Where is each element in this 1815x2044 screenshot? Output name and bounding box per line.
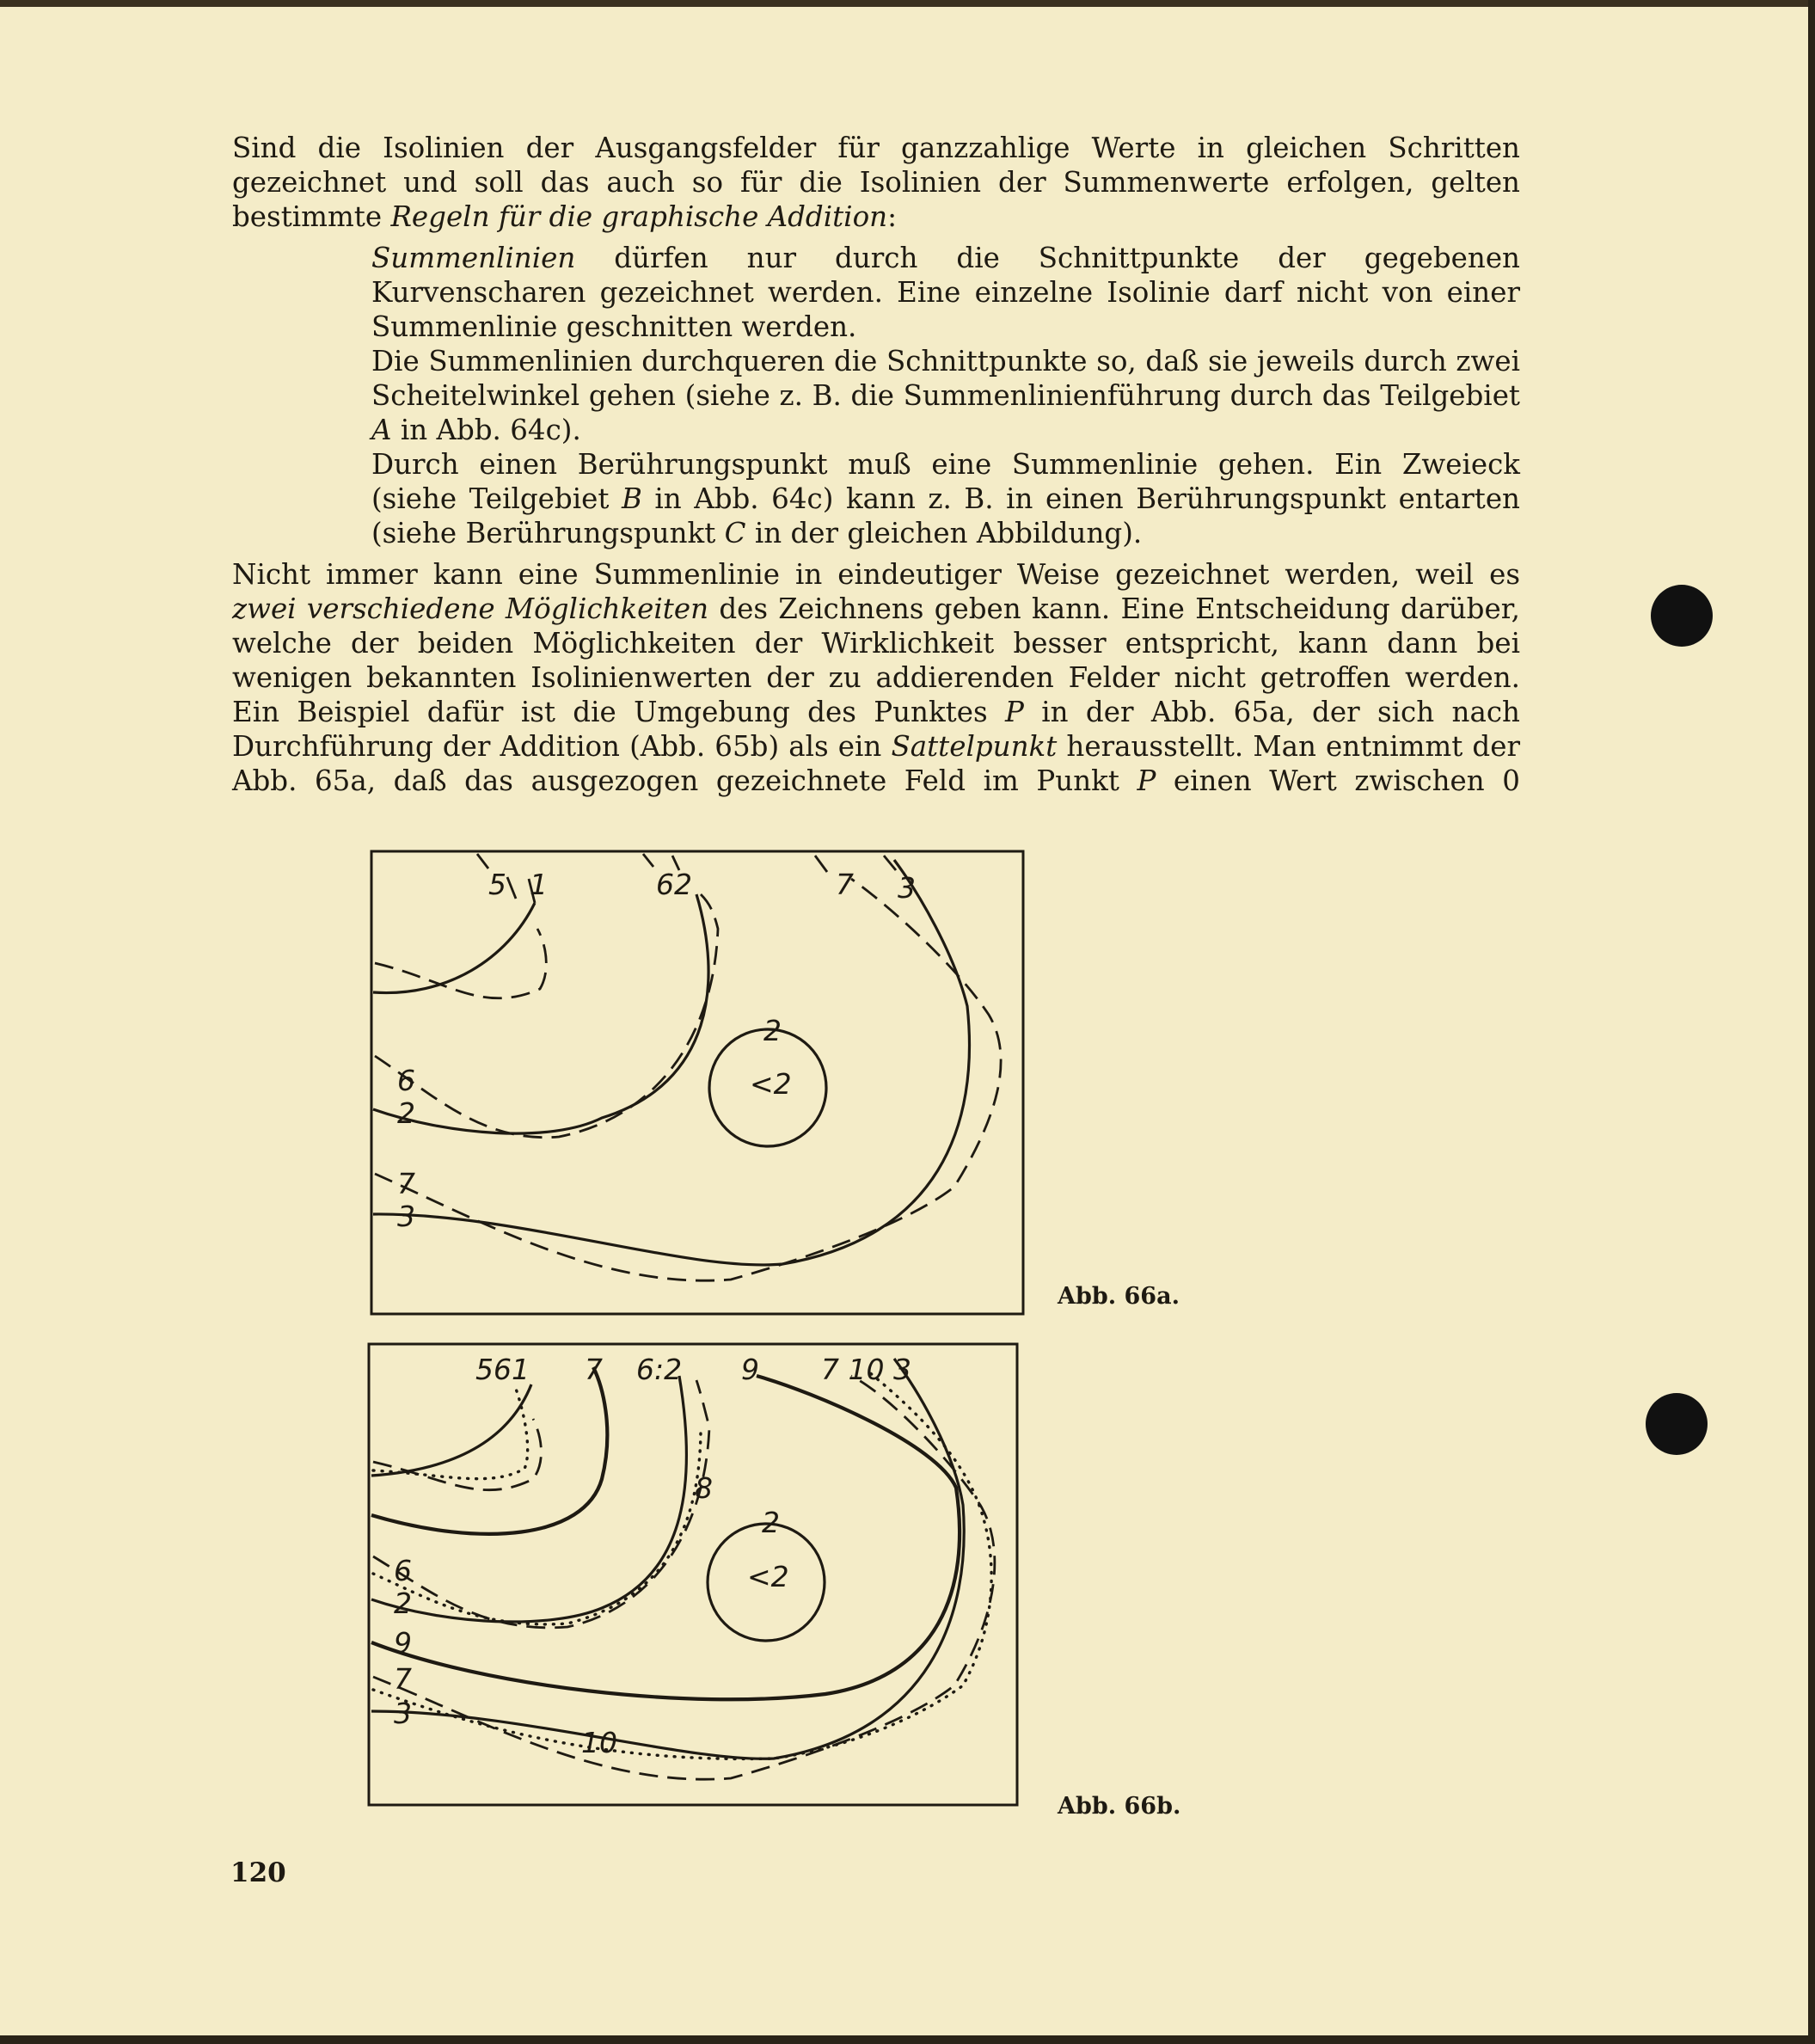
label-b-left-6: 6	[394, 1554, 412, 1587]
figure-66a-drawing	[371, 851, 1023, 1314]
label-b-bottom-10: 10	[581, 1726, 617, 1759]
label-b-circle-2: 2	[762, 1506, 780, 1539]
label-a-left-2: 2	[397, 1096, 415, 1130]
main-emphasis-p2: P	[1137, 764, 1156, 797]
isoline-2-solid	[373, 894, 708, 1133]
label-b-mid-8: 8	[695, 1471, 713, 1505]
label-a-left-3: 3	[397, 1200, 415, 1233]
label-a-circle-lt2: <2	[750, 1067, 792, 1101]
main-emphasis-1: zwei verschiedene Möglichkeiten	[232, 592, 709, 625]
rule3-text-2: in Abb. 64c) kann z. B. in einen Berührungspunkt entarten (siehe Berührungspunkt	[371, 482, 1520, 549]
intro-emphasis: Regeln für die graphische Addition	[390, 200, 888, 233]
isoline-b-2-solid	[371, 1376, 686, 1622]
rule2-text: Die Summenlinien durchqueren die Schnittpunkte so, daß sie jeweils durch zwei Scheitelwinkel gehen (siehe z. B. die Summenlinienführung durch das Teilgebiet	[371, 345, 1520, 412]
isoline-b-5-dashed	[373, 1419, 541, 1490]
label-a-top-3: 3	[898, 871, 916, 905]
main-text-4: herausstellt. Man entnimmt der Abb. 65a, daß das ausgezogen gezeichnete Feld im Punkt	[232, 730, 1520, 797]
label-a-top-5: 5	[488, 868, 506, 901]
label-b-left-3: 3	[394, 1697, 412, 1730]
label-b-top-62: 6:2	[636, 1353, 683, 1386]
intro-colon: :	[887, 200, 898, 233]
label-a-circle-2: 2	[763, 1014, 782, 1047]
label-b-top-7103: 7 10 3	[821, 1353, 911, 1386]
isoline-b-9-thick	[371, 1376, 960, 1699]
figure-66a-caption: Abb. 66a.	[1058, 1283, 1180, 1310]
isoline-b-6-dashed	[373, 1380, 709, 1628]
rule3-text-3: in der gleichen Abbildung).	[745, 517, 1143, 549]
isoline-b-7-thick	[371, 1367, 607, 1534]
label-a-left-7: 7	[397, 1167, 415, 1200]
label-b-circle-lt2: <2	[747, 1560, 789, 1593]
figure-66b-drawing	[369, 1344, 1017, 1805]
isoline-6-dashed	[375, 894, 718, 1138]
isoline-b-1-solid	[371, 1384, 531, 1476]
rule2-tail: in Abb. 64c).	[391, 414, 581, 446]
label-a-left-6: 6	[397, 1064, 415, 1097]
isoline-b-6-dotted	[373, 1389, 528, 1479]
rule1-emphasis: Summenlinien	[371, 242, 576, 274]
main-emphasis-saddle: Sattelpunkt	[891, 730, 1058, 763]
rule1-text: dürfen nur durch die Schnittpunkte der gegebenen Kurvenscharen gezeichnet werden. Eine einzelne Isolinie darf nicht von einer Summenlinie geschnitten werden.	[371, 242, 1520, 343]
label-b-left-7: 7	[394, 1662, 412, 1696]
label-b-left-2: 2	[394, 1587, 412, 1620]
label-a-top-1: 1	[530, 868, 548, 901]
isoline-5-dashed	[375, 929, 546, 998]
isoline-1-solid	[373, 903, 535, 993]
label-b-top-561: 561	[475, 1353, 530, 1386]
figure-66b-frame	[369, 1344, 1017, 1805]
main-text-2: des Zeichnens geben kann. Eine Entscheidung darüber, welche der beiden Möglichkeiten der Wirklichkeit besser entspricht, kann dann bei wenigen bekannten Isolinienwerten der zu addierenden Felder nicht getroffen werden. Ein Beispiel dafür ist die Umgebung des Punktes	[232, 592, 1521, 728]
rule3-text-1: Durch einen Berührungspunkt muß eine Summenlinie gehen. Ein Zweieck (siehe Teilgebiet	[371, 448, 1520, 515]
label-b-top-7: 7	[585, 1353, 603, 1386]
intro-text: Sind die Isolinien der Ausgangsfelder für ganzzahlige Werte in gleichen Schritten gezeichnet und soll das auch so für die Isolinien der Summenwerte erfolgen, gelten bestimmte	[232, 132, 1520, 233]
main-text-5: einen Wert zwischen 0	[1156, 764, 1520, 797]
main-emphasis-p1: P	[1005, 696, 1024, 728]
main-text-3: in der Abb. 65a, der sich nach Durchführung der Addition (Abb. 65b) als ein	[232, 696, 1520, 763]
label-a-top-7: 7	[836, 868, 854, 901]
label-b-top-9: 9	[741, 1353, 759, 1386]
label-a-top-62: 62	[656, 868, 692, 901]
label-b-left-9: 9	[394, 1626, 412, 1660]
rule2-emphasis: A	[371, 414, 392, 446]
figure-66a-frame	[371, 851, 1023, 1314]
rule3-emphasis-c: C	[724, 517, 746, 549]
figure-66b-caption: Abb. 66b.	[1058, 1793, 1181, 1820]
isoline-3-solid	[373, 860, 970, 1265]
rule3-emphasis-b: B	[621, 482, 642, 515]
page-number: 120	[230, 1857, 286, 1888]
main-text-1: Nicht immer kann eine Summenlinie in eindeutiger Weise gezeichnet werden, weil es	[232, 558, 1520, 591]
